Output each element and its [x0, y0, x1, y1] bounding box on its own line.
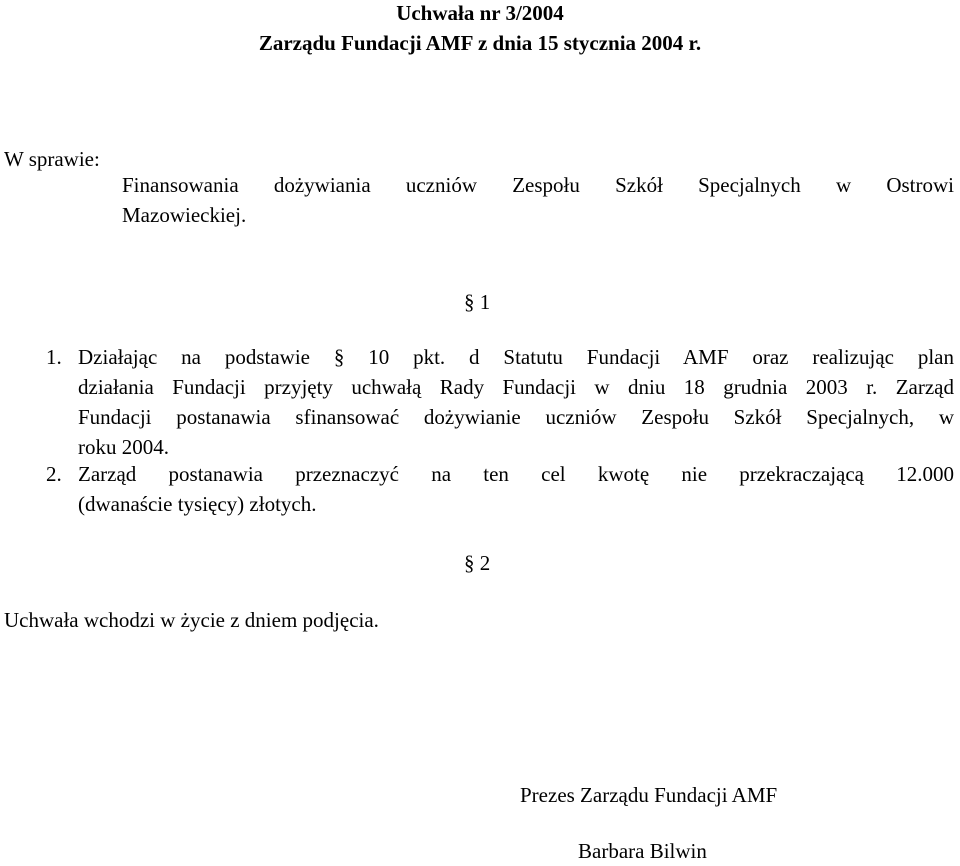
- resolution-title: Uchwała nr 3/2004: [396, 1, 564, 25]
- paragraph-1-number: 1.: [46, 345, 62, 369]
- subject-label: W sprawie:: [4, 147, 100, 171]
- subject-text-line2: Mazowieckiej.: [122, 203, 247, 227]
- paragraph-2-number: 2.: [46, 462, 62, 486]
- subject-text-line1: Finansowania dożywiania uczniów Zespołu Szkół Specjalnych w Ostrowi: [122, 173, 954, 197]
- paragraph-1: [46, 342, 954, 462]
- paragraph-2-line2: (dwanaście tysięcy) złotych.: [78, 492, 317, 516]
- paragraph-1-line4: roku 2004.: [78, 435, 169, 459]
- paragraph-2-line1: Zarząd postanawia przeznaczyć na ten cel kwotę nie przekraczającą 12.000: [78, 462, 954, 486]
- signature-name: Barbara Bilwin: [578, 839, 707, 863]
- paragraph-2: [46, 459, 954, 519]
- section-2-heading: § 2: [464, 551, 491, 575]
- paragraph-1-line2: działania Fundacji przyjęty uchwałą Rady Fundacji w dniu 18 grudnia 2003 r. Zarząd: [78, 375, 954, 399]
- paragraph-1-line1: Działając na podstawie § 10 pkt. d Statutu Fundacji AMF oraz realizując plan: [78, 345, 954, 369]
- signature-role: Prezes Zarządu Fundacji AMF: [520, 783, 778, 807]
- paragraph-1-line3: Fundacji postanawia sfinansować dożywianie uczniów Zespołu Szkół Specjalnych, w: [78, 405, 954, 429]
- section-1-heading: § 1: [464, 290, 491, 314]
- resolution-subtitle: Zarządu Fundacji AMF z dnia 15 stycznia 2004 r.: [258, 31, 702, 55]
- section-2-text: Uchwała wchodzi w życie z dniem podjęcia.: [4, 608, 379, 632]
